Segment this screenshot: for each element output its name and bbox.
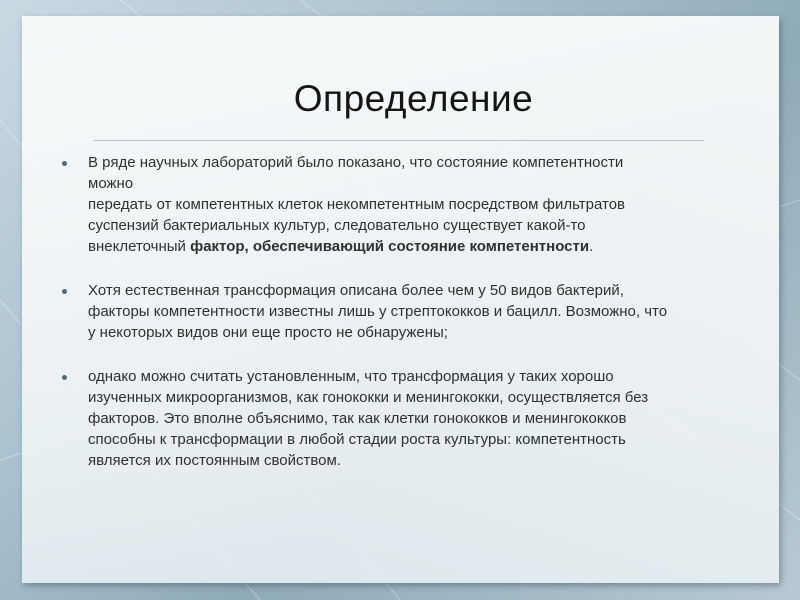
bullet-3-line-3: факторов. Это вполне объяснимо, так как клетки гонококков и менингококков bbox=[88, 410, 627, 427]
bullet-1-line-5 bbox=[88, 236, 752, 257]
bullet-1-line-1: В ряде научных лабораторий было показано, что состояние компетентности bbox=[88, 154, 624, 171]
bullet-2-line-1: Хотя естественная трансформация описана более чем у 50 видов бактерий, bbox=[88, 282, 624, 299]
bullet-item-3 bbox=[62, 366, 752, 471]
slide-panel bbox=[22, 16, 779, 583]
bullet-item-2 bbox=[62, 280, 752, 343]
bullet-dot-icon bbox=[62, 161, 67, 166]
bullet-dot-icon bbox=[62, 289, 67, 294]
title-divider bbox=[94, 140, 704, 141]
bullet-2-line-3: у некоторых видов они еще просто не обнаружены; bbox=[88, 324, 448, 341]
bullet-1-line-3: передать от компетентных клеток некомпетентным посредством фильтратов bbox=[88, 196, 626, 213]
bullet-1-line-2: можно bbox=[88, 175, 134, 192]
bullet-dot-icon bbox=[62, 375, 67, 380]
bullet-1-emphasis: фактор, обеспечивающий состояние компетентности bbox=[190, 238, 590, 255]
bullet-3-line-5: является их постоянным свойством. bbox=[88, 452, 341, 469]
bullet-1-suffix: . bbox=[589, 238, 594, 255]
bullet-1-prefix: внеклеточный bbox=[88, 238, 191, 255]
bullet-1-line-4: суспензий бактериальных культур, следовательно существует какой-то bbox=[88, 217, 586, 234]
bullet-2-line-2: факторы компетентности известны лишь у стрептококков и бацилл. Возможно, что bbox=[88, 303, 668, 320]
bullet-3-line-4: способны к трансформации в любой стадии роста культуры: компетентность bbox=[88, 431, 626, 448]
bullet-list bbox=[62, 152, 752, 471]
bullet-3-line-2: изученных микроорганизмов, как гонококки и менингококки, осуществляется без bbox=[88, 389, 649, 406]
slide-title: Определение bbox=[293, 78, 534, 119]
bullet-3-line-1: однако можно считать установленным, что трансформация у таких хорошо bbox=[88, 368, 614, 385]
bullet-item-1 bbox=[62, 152, 752, 257]
